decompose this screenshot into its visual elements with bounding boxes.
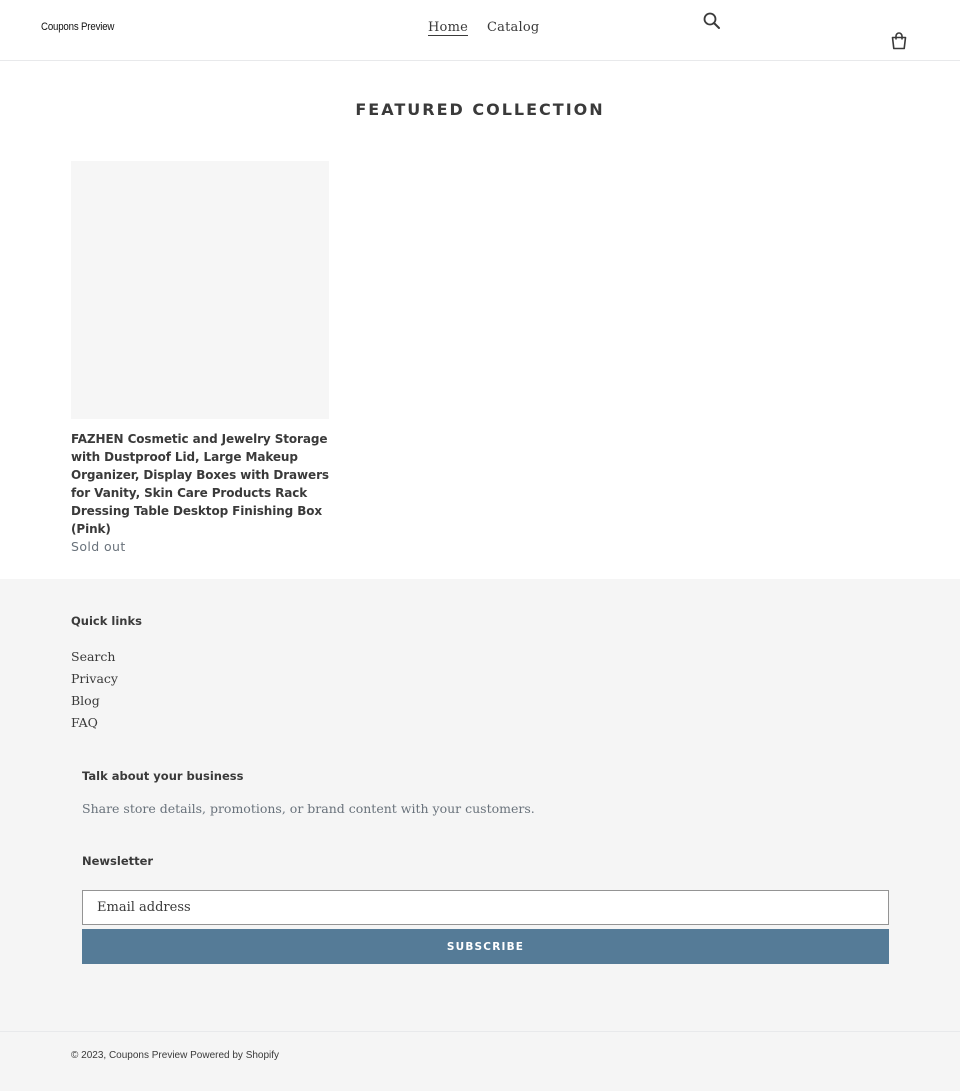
powered-by-link[interactable]: Powered by Shopify bbox=[190, 1050, 280, 1061]
product-image[interactable] bbox=[71, 161, 329, 419]
newsletter-heading: Newsletter bbox=[82, 854, 154, 868]
quick-link-item bbox=[71, 690, 118, 712]
main-nav bbox=[428, 20, 539, 35]
nav-home[interactable]: Home bbox=[428, 20, 468, 35]
site-footer bbox=[0, 579, 960, 1091]
site-header bbox=[0, 0, 960, 61]
product-card[interactable] bbox=[71, 161, 329, 556]
quick-link-item bbox=[71, 646, 118, 668]
cart-icon[interactable] bbox=[889, 31, 909, 51]
quick-links-list bbox=[71, 646, 118, 734]
quick-link-search[interactable]: Search bbox=[71, 649, 116, 664]
quick-link-blog[interactable]: Blog bbox=[71, 693, 100, 708]
copyright-prefix: © 2023, bbox=[71, 1050, 107, 1061]
quick-links-heading: Quick links bbox=[71, 614, 142, 628]
nav-catalog[interactable]: Catalog bbox=[486, 20, 540, 35]
subscribe-button[interactable]: SUBSCRIBE bbox=[82, 929, 889, 964]
product-status: Sold out bbox=[71, 539, 126, 554]
copyright bbox=[71, 1050, 279, 1061]
quick-link-privacy[interactable]: Privacy bbox=[71, 671, 118, 686]
email-input[interactable] bbox=[82, 890, 889, 925]
quick-link-faq[interactable]: FAQ bbox=[71, 715, 98, 730]
footer-divider bbox=[0, 1031, 960, 1032]
quick-link-item bbox=[71, 712, 118, 734]
store-logo[interactable]: Coupons Preview bbox=[41, 21, 115, 33]
about-text: Share store details, promotions, or brand content with your customers. bbox=[82, 801, 535, 816]
product-title[interactable]: FAZHEN Cosmetic and Jewelry Storage with Dustproof Lid, Large Makeup Organizer, Display Boxes with Drawers for Vanity, Skin Care Products Rack Dressing Table Desktop Finishing Box (Pink) bbox=[71, 432, 329, 536]
about-heading: Talk about your business bbox=[82, 769, 244, 783]
copyright-store-link[interactable]: Coupons Preview bbox=[108, 1050, 188, 1061]
search-icon[interactable] bbox=[702, 11, 722, 31]
quick-link-item bbox=[71, 668, 118, 690]
section-title: FEATURED COLLECTION bbox=[355, 100, 605, 119]
